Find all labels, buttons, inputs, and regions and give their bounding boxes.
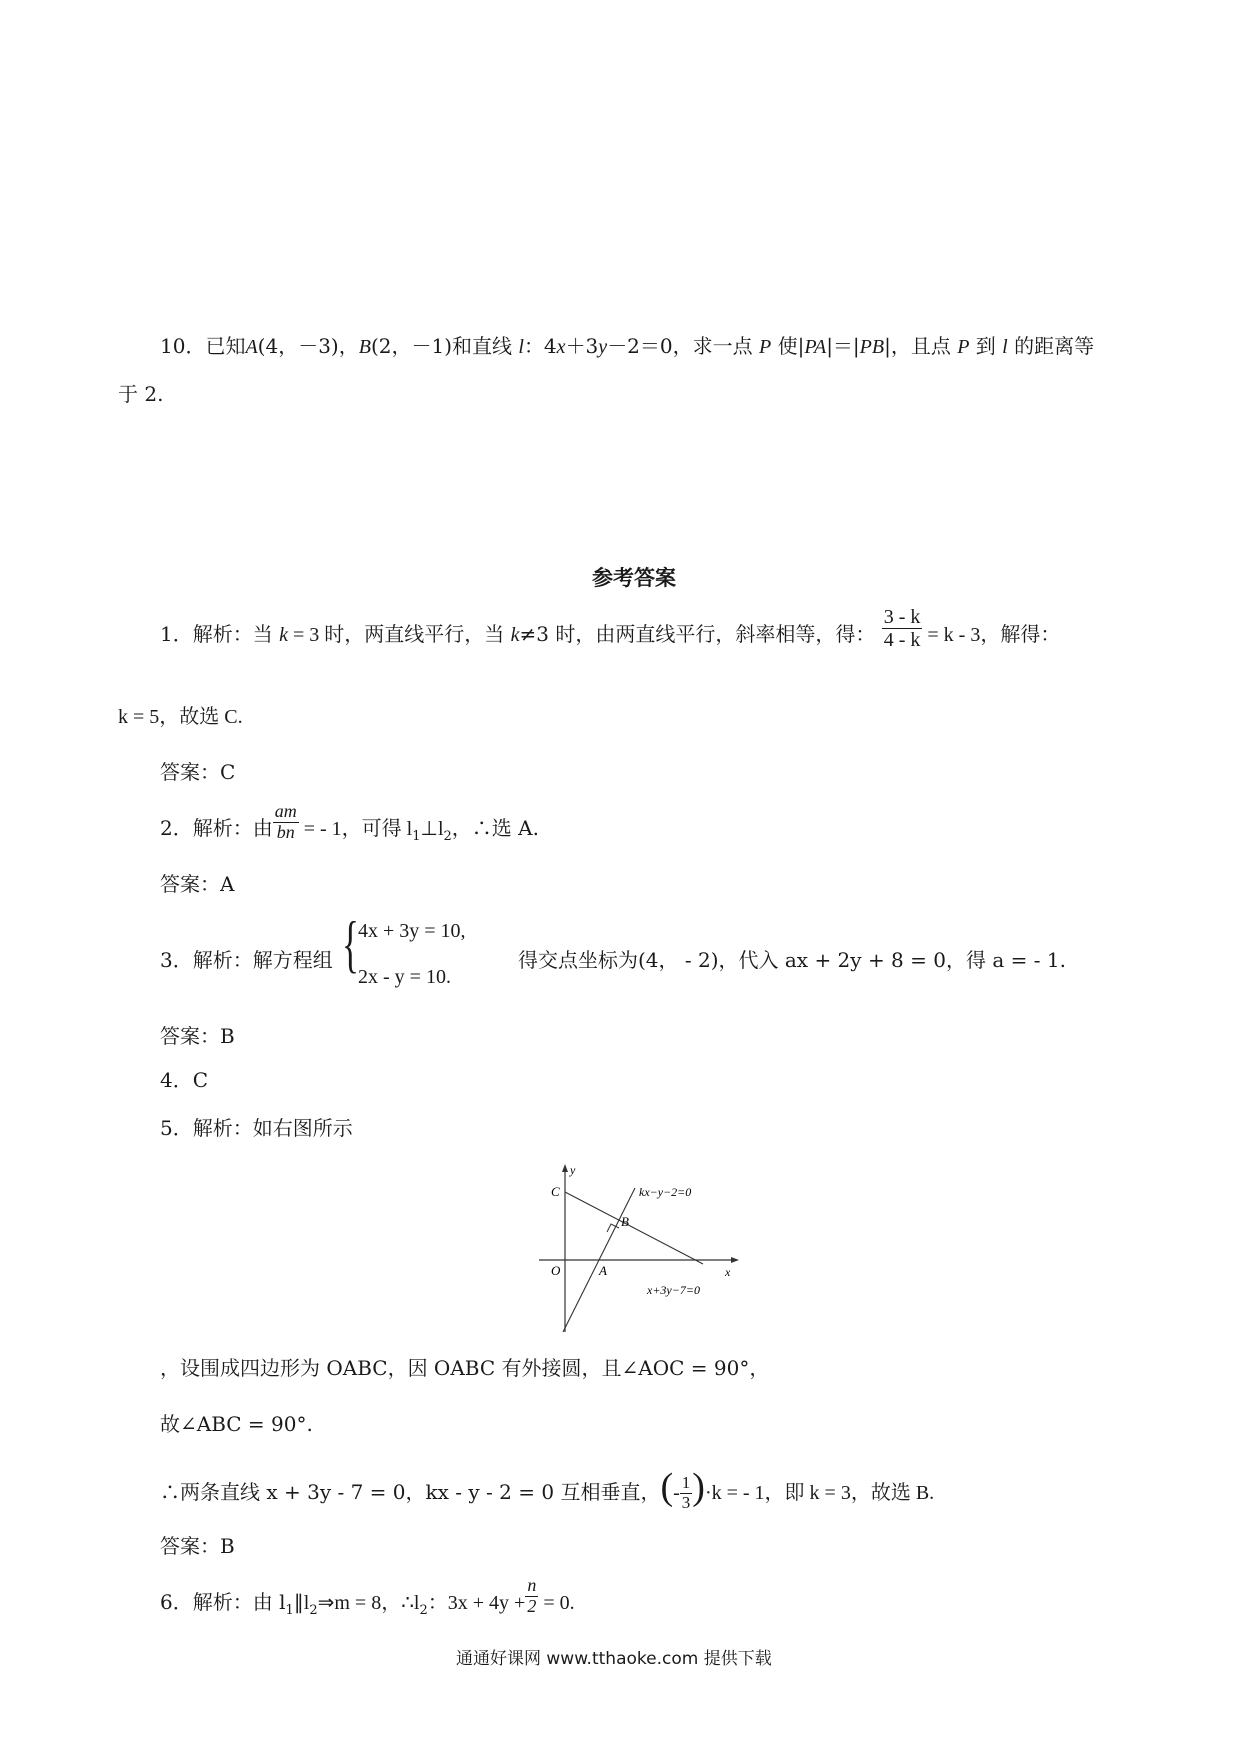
line-x-3y-7 [565, 1192, 703, 1264]
answer-5-prefix: 5．解析：如右图所示 [160, 1116, 353, 1140]
answer-2-line: 2．解析：由 $\frac{am}{bn}$ = - 1，可得 $l_1\perp l_2$，∴选 A. [160, 801, 539, 844]
answer-1-answer: 答案：C [160, 760, 236, 784]
answer-5-line1: ，设围成四边形为 OABC，因 OABC 有外接圆，且∠AOC = 90°， [160, 1356, 770, 1380]
answer-5-figure [535, 1160, 745, 1335]
label-line-x3y: x+3y−7=0 [647, 1283, 700, 1297]
answer-3-prefix: 3．解析：解方程组 [160, 948, 333, 972]
answer-2-fraction: $\frac{am}{bn}$ [274, 801, 297, 842]
answer-2-answer: 答案：A [160, 872, 235, 896]
answer-5-fraction: $\frac{1}{3}$ [681, 1473, 691, 1512]
label-O: O [551, 1263, 561, 1278]
label-B: B [621, 1214, 629, 1229]
y-axis-arrow [562, 1164, 568, 1172]
answer-3-eq1: 4x + 3y = 10, [358, 920, 466, 942]
answer-6-line: 6．解析：由 $l_1\parallel l_2\Rightarrow m = 8$，$\therefore l_2$：3x + 4y + $\frac{n}{2}$ = 0. [160, 1575, 575, 1618]
answer-6-fraction: $\frac{n}{2}$ [527, 1575, 537, 1616]
answer-1-line1: 1．解析：当 k = 3 时，两直线平行，当 k≠3 时，由两直线平行，斜率相等，得： $\frac{3 - k}{4 - k}$ = k - 3，解得： [160, 606, 1061, 651]
answer-3-answer: 答案：B [160, 1024, 235, 1048]
answer-4: 4．C [160, 1068, 209, 1092]
question-10-line1: 10．已知A(4，－3)，B(2，－1)和直线 l：4x＋3y－2＝0，求一点 P 使|PA|＝|PB|，且点 P 到 l 的距离等 [160, 334, 1095, 358]
label-line-kx: kx−y−2=0 [639, 1185, 692, 1199]
x-axis-arrow [731, 1257, 739, 1263]
answer-5-answer: 答案：B [160, 1534, 235, 1558]
answer-3-suffix: 得交点坐标为(4， - 2)，代入 ax + 2y + 8 = 0，得 a = - 1. [518, 948, 1066, 972]
label-C: C [551, 1184, 560, 1199]
label-y: y [570, 1163, 576, 1177]
answer-3-brace: { [342, 908, 359, 979]
label-x: x [725, 1265, 731, 1279]
answer-3-eq2: 2x - y = 10. [358, 966, 451, 988]
answers-title: 参考答案 [592, 565, 676, 590]
answer-5-line2: 故∠ABC = 90°. [160, 1412, 313, 1436]
answer-1-line2: k = 5，故选 C. [118, 706, 243, 728]
answer-5-line3: ∴两条直线 x + 3y - 7 = 0，kx - y - 2 = 0 互相垂直，(- $\frac{1}{3}$ )·k = - 1，即 k = 3，故选 B. [160, 1466, 935, 1512]
question-10-line2: 于 2. [118, 382, 164, 406]
answer-1-fraction: $\frac{3 - k}{4 - k}$ [883, 606, 921, 651]
page-footer: 通通好课网 www.tthaoke.com 提供下载 [456, 1649, 772, 1669]
label-A: A [599, 1263, 607, 1278]
